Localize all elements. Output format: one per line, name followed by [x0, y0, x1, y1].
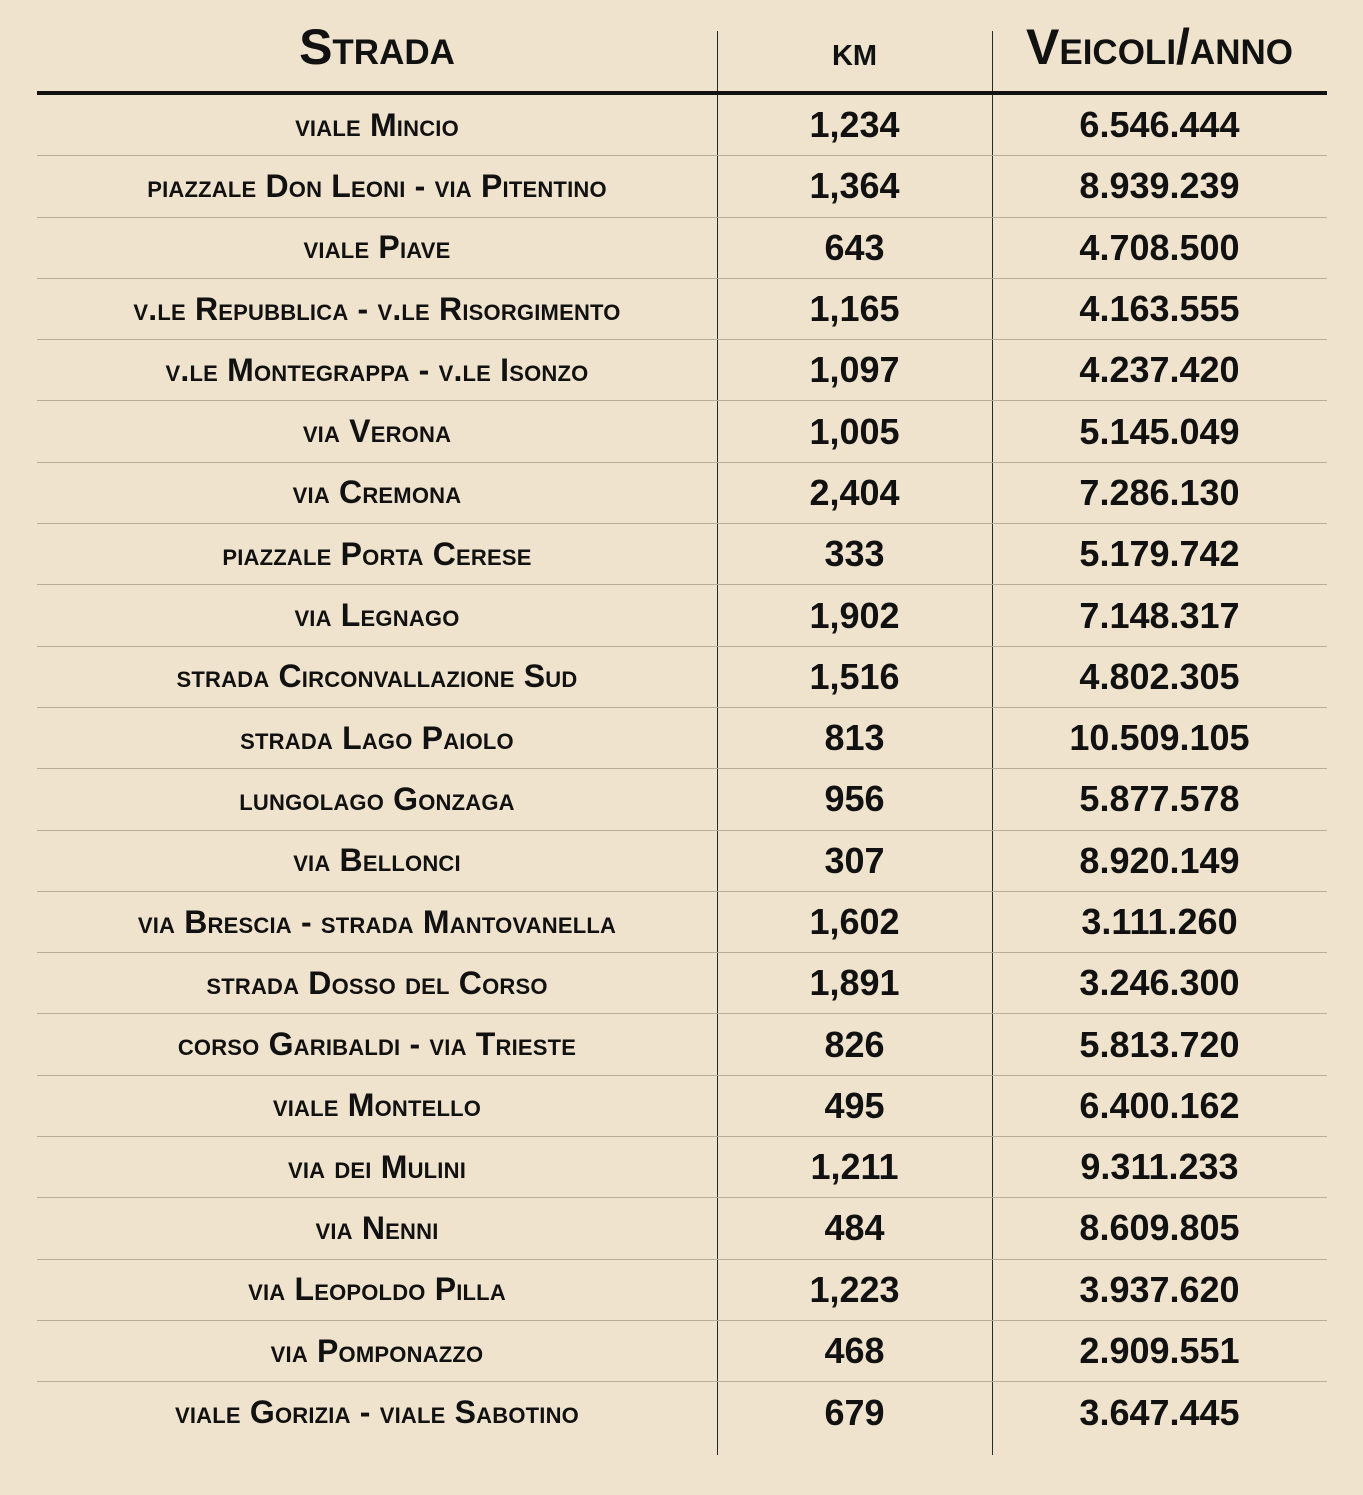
km-cell: 1,005 — [809, 410, 900, 452]
table-row — [37, 401, 1327, 462]
table-body — [37, 95, 1327, 1444]
traffic-table — [37, 0, 1327, 1495]
table-row — [37, 1076, 1327, 1137]
veicoli-cell: 5.145.049 — [1079, 410, 1240, 452]
table-row — [37, 769, 1327, 830]
km-cell: 1,602 — [809, 901, 900, 942]
km-cell: 956 — [824, 778, 885, 820]
strada-cell: lungolago Gonzaga — [239, 780, 515, 817]
km-cell: 1,223 — [809, 1268, 900, 1310]
strada-cell: viale Mincio — [295, 106, 459, 143]
km-cell: 468 — [824, 1330, 885, 1372]
header-km: km — [831, 27, 878, 74]
header-strada: Strada — [299, 19, 455, 75]
km-cell: 495 — [824, 1084, 885, 1126]
veicoli-cell: 3.111.260 — [1081, 901, 1238, 942]
strada-cell: via Nenni — [315, 1209, 439, 1246]
table-row — [37, 708, 1327, 769]
strada-cell: v.le Repubblica - v.le Risorgimento — [133, 290, 621, 327]
table-row — [37, 1198, 1327, 1259]
km-cell: 826 — [824, 1023, 885, 1065]
strada-cell: strada Dosso del Corso — [206, 964, 548, 1001]
veicoli-cell: 9.311.233 — [1080, 1146, 1239, 1188]
table-row — [37, 1014, 1327, 1075]
km-cell: 1,165 — [809, 288, 900, 330]
km-cell: 679 — [824, 1391, 885, 1433]
km-cell: 333 — [824, 533, 885, 575]
veicoli-cell: 5.813.720 — [1079, 1023, 1240, 1065]
strada-cell: via Legnago — [294, 597, 460, 634]
table-row — [37, 953, 1327, 1014]
veicoli-cell: 3.246.300 — [1079, 962, 1240, 1004]
strada-cell: corso Garibaldi - via Trieste — [177, 1026, 577, 1063]
strada-cell: via Pomponazzo — [270, 1332, 484, 1369]
km-cell: 1,097 — [809, 349, 900, 391]
table-row — [37, 340, 1327, 401]
veicoli-cell: 4.237.420 — [1079, 349, 1240, 391]
table-row — [37, 95, 1327, 156]
table-row — [37, 463, 1327, 524]
veicoli-cell: 5.179.742 — [1079, 533, 1240, 575]
veicoli-cell: 4.802.305 — [1079, 655, 1240, 697]
table-row — [37, 1321, 1327, 1382]
km-cell: 484 — [824, 1207, 885, 1249]
km-cell: 813 — [824, 717, 885, 759]
km-cell: 2,404 — [809, 471, 900, 513]
strada-cell: via Brescia - strada Mantovanella — [137, 903, 617, 940]
strada-cell: viale Montello — [272, 1087, 482, 1124]
header-veicoli: Veicoli/anno — [1026, 19, 1293, 75]
table-row — [37, 831, 1327, 892]
veicoli-cell: 10.509.105 — [1069, 717, 1250, 759]
strada-cell: strada Circonvallazione Sud — [176, 658, 578, 695]
table-row — [37, 1382, 1327, 1443]
strada-cell: via Bellonci — [293, 842, 461, 879]
veicoli-cell: 4.708.500 — [1079, 226, 1240, 268]
strada-cell: piazzale Porta Cerese — [222, 535, 532, 572]
veicoli-cell: 3.937.620 — [1079, 1268, 1240, 1310]
table-header — [37, 0, 1327, 95]
km-cell: 307 — [824, 839, 885, 881]
km-cell: 1,211 — [810, 1146, 899, 1188]
table-row — [37, 647, 1327, 708]
km-cell: 1,364 — [809, 165, 900, 207]
veicoli-cell: 5.877.578 — [1079, 778, 1240, 820]
strada-cell: via Verona — [302, 413, 452, 450]
table-row — [37, 1137, 1327, 1198]
km-cell: 1,902 — [809, 594, 900, 636]
km-cell: 1,516 — [809, 655, 900, 697]
table-row — [37, 279, 1327, 340]
strada-cell: viale Gorizia - viale Sabotino — [174, 1394, 579, 1431]
veicoli-cell: 4.163.555 — [1079, 288, 1240, 330]
veicoli-cell: 8.920.149 — [1079, 839, 1240, 881]
km-cell: 1,891 — [809, 962, 900, 1004]
table-row — [37, 156, 1327, 217]
veicoli-cell: 7.286.130 — [1079, 471, 1240, 513]
strada-cell: viale Piave — [303, 229, 451, 266]
veicoli-cell: 6.400.162 — [1079, 1084, 1240, 1126]
table-row — [37, 218, 1327, 279]
strada-cell: via Leopoldo Pilla — [248, 1271, 506, 1308]
km-cell: 643 — [824, 226, 885, 268]
table-row — [37, 585, 1327, 646]
strada-cell: piazzale Don Leoni - via Pitentino — [147, 167, 607, 204]
veicoli-cell: 6.546.444 — [1079, 104, 1240, 146]
strada-cell: v.le Montegrappa - v.le Isonzo — [165, 351, 589, 388]
veicoli-cell: 7.148.317 — [1079, 594, 1240, 636]
strada-cell: via Cremona — [292, 474, 462, 511]
table-row — [37, 524, 1327, 585]
table-row — [37, 1260, 1327, 1321]
table-row — [37, 892, 1327, 953]
veicoli-cell: 2.909.551 — [1079, 1330, 1240, 1372]
veicoli-cell: 8.939.239 — [1079, 165, 1240, 207]
km-cell: 1,234 — [809, 104, 900, 146]
veicoli-cell: 3.647.445 — [1079, 1391, 1240, 1433]
strada-cell: via dei Mulini — [287, 1148, 467, 1185]
strada-cell: strada Lago Paiolo — [240, 719, 514, 756]
veicoli-cell: 8.609.805 — [1079, 1207, 1240, 1249]
